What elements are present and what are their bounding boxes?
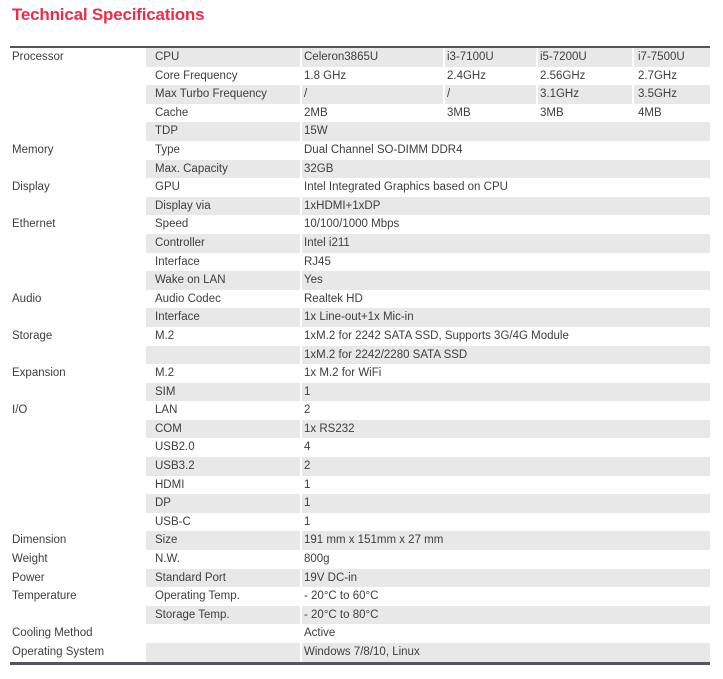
table-row xyxy=(10,215,710,234)
spec-cells xyxy=(146,513,710,532)
spec-value-cell: 1 xyxy=(300,383,710,402)
spec-value-cell: Windows 7/8/10, Linux xyxy=(300,643,710,662)
spec-value-cell: 1x M.2 for WiFi xyxy=(300,364,710,383)
spec-value-cell: 3.5GHz xyxy=(632,85,710,104)
spec-label-cell: Max. Capacity xyxy=(155,162,228,175)
spec-label-cell xyxy=(146,643,300,662)
spec-value-cell: - 20°C to 60°C xyxy=(300,587,710,606)
spec-label-cell: Speed xyxy=(155,218,189,231)
spec-label-cell: Controller xyxy=(155,236,205,249)
spec-value-cell: 10/100/1000 Mbps xyxy=(300,215,710,234)
category-cell xyxy=(10,122,146,141)
spec-cells xyxy=(146,104,710,123)
spec-label-cell xyxy=(146,346,300,365)
spec-cells xyxy=(146,587,710,606)
category-cell xyxy=(10,85,146,104)
spec-value-cell: i3-7100U xyxy=(443,48,536,67)
table-row xyxy=(10,476,710,495)
table-row xyxy=(10,271,710,290)
category-cell: I/O xyxy=(10,401,146,420)
spec-value-cell: 1xHDMI+1xDP xyxy=(300,197,710,216)
spec-value-cell: 2 xyxy=(300,457,710,476)
category-cell xyxy=(10,271,146,290)
spec-cells xyxy=(146,606,710,625)
table-row xyxy=(10,383,710,402)
spec-label-cell: Max Turbo Frequency xyxy=(155,88,267,101)
table-row xyxy=(10,327,710,346)
spec-label-cell: TDP xyxy=(155,125,178,138)
category-cell: Weight xyxy=(10,550,146,569)
spec-cells xyxy=(146,383,710,402)
table-row xyxy=(10,624,710,643)
spec-cells xyxy=(146,569,710,588)
spec-cells xyxy=(146,457,710,476)
spec-label-cell: USB-C xyxy=(155,515,191,528)
spec-cells xyxy=(146,643,710,662)
spec-cells xyxy=(146,476,710,495)
table-row xyxy=(10,290,710,309)
table-row xyxy=(10,494,710,513)
spec-cells xyxy=(146,327,710,346)
spec-cells xyxy=(146,531,710,550)
spec-cells xyxy=(146,271,710,290)
category-cell xyxy=(10,104,146,123)
spec-value-cell: Celeron3865U xyxy=(300,48,443,67)
table-row xyxy=(10,85,710,104)
category-cell: Cooling Method xyxy=(10,624,146,643)
spec-value-cell: / xyxy=(443,85,536,104)
category-cell: Expansion xyxy=(10,364,146,383)
spec-label-cell: M.2 xyxy=(155,329,175,342)
spec-cells xyxy=(146,624,710,643)
spec-value-cell: 3MB xyxy=(536,104,632,123)
table-row xyxy=(10,160,710,179)
spec-cells xyxy=(146,122,710,141)
table-row xyxy=(10,531,710,550)
table-row xyxy=(10,457,710,476)
spec-cells xyxy=(146,215,710,234)
spec-label-cell: Type xyxy=(155,143,180,156)
spec-value-cell: 4MB xyxy=(632,104,710,123)
table-row xyxy=(10,513,710,532)
spec-value-cell: 2MB xyxy=(300,104,443,123)
spec-value-cell: Intel i211 xyxy=(300,234,710,253)
spec-label-cell: USB3.2 xyxy=(155,460,195,473)
spec-label-cell: USB2.0 xyxy=(155,441,195,454)
spec-label-cell: N.W. xyxy=(155,553,180,566)
category-cell xyxy=(10,160,146,179)
table-row xyxy=(10,197,710,216)
spec-value-cell: 1xM.2 for 2242 SATA SSD, Supports 3G/4G Module xyxy=(300,327,710,346)
spec-cells xyxy=(146,197,710,216)
spec-cells xyxy=(146,253,710,272)
spec-label-cell: Wake on LAN xyxy=(155,274,226,287)
category-cell: Power xyxy=(10,569,146,588)
category-cell xyxy=(10,494,146,513)
spec-cells xyxy=(146,85,710,104)
category-cell xyxy=(10,234,146,253)
page-title: Technical Specifications xyxy=(12,5,205,24)
spec-label-cell: Standard Port xyxy=(155,571,226,584)
category-cell xyxy=(10,383,146,402)
spec-value-cell: Yes xyxy=(300,271,710,290)
spec-value-cell: RJ45 xyxy=(300,253,710,272)
category-cell xyxy=(10,253,146,272)
spec-cells xyxy=(146,401,710,420)
table-row xyxy=(10,550,710,569)
spec-value-cell: 2.56GHz xyxy=(536,67,632,86)
spec-value-cell: i5-7200U xyxy=(536,48,632,67)
spec-label-cell: GPU xyxy=(155,181,180,194)
table-row xyxy=(10,569,710,588)
spec-value-cell: 1 xyxy=(300,513,710,532)
category-cell: Storage xyxy=(10,327,146,346)
category-cell: Audio xyxy=(10,290,146,309)
spec-cells xyxy=(146,438,710,457)
spec-value-cell: 2 xyxy=(300,401,710,420)
table-row xyxy=(10,253,710,272)
category-cell: Memory xyxy=(10,141,146,160)
spec-cells xyxy=(146,420,710,439)
spec-cells xyxy=(146,48,710,67)
spec-value-cell: 191 mm x 151mm x 27 mm xyxy=(300,531,710,550)
spec-value-cell: 1.8 GHz xyxy=(300,67,443,86)
category-cell: Temperature xyxy=(10,587,146,606)
table-row xyxy=(10,643,710,662)
spec-label-cell: Storage Temp. xyxy=(155,608,230,621)
spec-label-cell: Operating Temp. xyxy=(155,590,240,603)
spec-value-cell: i7-7500U xyxy=(632,48,710,67)
spec-value-cell: Realtek HD xyxy=(300,290,710,309)
category-cell xyxy=(10,476,146,495)
spec-label-cell: HDMI xyxy=(155,478,185,491)
spec-value-cell: Dual Channel SO-DIMM DDR4 xyxy=(300,141,710,160)
spec-cells xyxy=(146,308,710,327)
spec-label-cell: Core Frequency xyxy=(155,69,238,82)
spec-value-cell: 3.1GHz xyxy=(536,85,632,104)
spec-value-cell: 1 xyxy=(300,476,710,495)
spec-cells xyxy=(146,234,710,253)
table-row xyxy=(10,141,710,160)
table-row xyxy=(10,364,710,383)
spec-value-cell: 2.7GHz xyxy=(632,67,710,86)
spec-value-cell: 1x RS232 xyxy=(300,420,710,439)
spec-cells xyxy=(146,67,710,86)
spec-cells xyxy=(146,290,710,309)
spec-cells xyxy=(146,160,710,179)
spec-label-cell: M.2 xyxy=(155,367,175,380)
table-row xyxy=(10,587,710,606)
table-row xyxy=(10,48,710,67)
spec-label-cell: LAN xyxy=(155,404,178,417)
category-cell: Operating System xyxy=(10,643,146,662)
spec-value-cell: 32GB xyxy=(300,160,710,179)
spec-label-cell: COM xyxy=(155,422,182,435)
spec-cells xyxy=(146,550,710,569)
table-row xyxy=(10,308,710,327)
category-cell xyxy=(10,438,146,457)
spec-label-cell xyxy=(146,624,300,643)
spec-value-cell: 4 xyxy=(300,438,710,457)
spec-label-cell: CPU xyxy=(155,51,180,63)
spec-value-cell: 3MB xyxy=(443,104,536,123)
category-cell: Processor xyxy=(10,48,146,67)
spec-cells xyxy=(146,494,710,513)
spec-label-cell: Size xyxy=(155,534,178,547)
category-cell xyxy=(10,420,146,439)
spec-value-cell: - 20°C to 80°C xyxy=(300,606,710,625)
table-row xyxy=(10,67,710,86)
spec-cells xyxy=(146,364,710,383)
table-row xyxy=(10,438,710,457)
spec-label-cell: Cache xyxy=(155,106,189,119)
spec-label-cell: Interface xyxy=(155,311,200,324)
category-cell xyxy=(10,67,146,86)
table-row xyxy=(10,401,710,420)
spec-cells xyxy=(146,178,710,197)
spec-value-cell: 1xM.2 for 2242/2280 SATA SSD xyxy=(300,346,710,365)
spec-value-cell: 15W xyxy=(300,122,710,141)
spec-label-cell: DP xyxy=(155,497,171,510)
category-cell: Ethernet xyxy=(10,215,146,234)
spec-value-cell: 2.4GHz xyxy=(443,67,536,86)
spec-cells xyxy=(146,141,710,160)
category-cell xyxy=(10,606,146,625)
category-cell xyxy=(10,457,146,476)
spec-value-cell: 800g xyxy=(300,550,710,569)
category-cell xyxy=(10,197,146,216)
spec-cells xyxy=(146,346,710,365)
spec-label-cell: Audio Codec xyxy=(155,292,221,305)
category-cell xyxy=(10,308,146,327)
table-row xyxy=(10,104,710,123)
category-cell xyxy=(10,513,146,532)
spec-value-cell: 19V DC-in xyxy=(300,569,710,588)
table-row xyxy=(10,420,710,439)
category-cell: Dimension xyxy=(10,531,146,550)
table-row xyxy=(10,234,710,253)
table-row xyxy=(10,346,710,365)
spec-value-cell: / xyxy=(300,85,443,104)
spec-value-cell: 1 xyxy=(300,494,710,513)
spec-label-cell: Display via xyxy=(155,199,211,212)
category-cell xyxy=(10,346,146,365)
table-row xyxy=(10,122,710,141)
spec-value-cell: Intel Integrated Graphics based on CPU xyxy=(300,178,710,197)
spec-label-cell: SIM xyxy=(155,385,176,398)
category-cell: Display xyxy=(10,178,146,197)
spec-label-cell: Interface xyxy=(155,255,200,268)
spec-table xyxy=(10,46,710,665)
spec-value-cell: Active xyxy=(300,624,710,643)
table-row xyxy=(10,606,710,625)
table-row xyxy=(10,178,710,197)
spec-value-cell: 1x Line-out+1x Mic-in xyxy=(300,308,710,327)
